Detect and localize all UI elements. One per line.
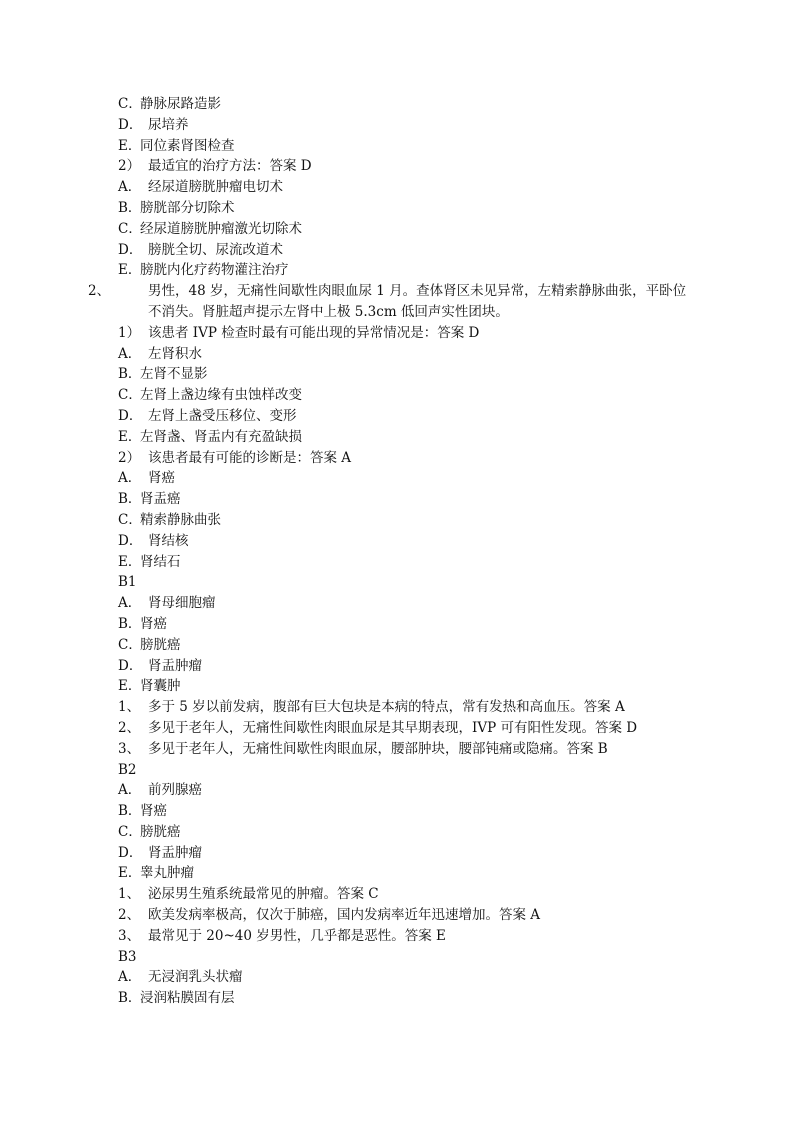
line-text: 多于 5 岁以前发病，腹部有巨大包块是本病的特点，常有发热和高血压。答案 A (148, 699, 625, 716)
line-text: 肾母细胞瘤 (148, 595, 216, 612)
line-label: A． (118, 179, 142, 196)
line-label: D． (118, 116, 143, 133)
line-text: 肾癌 (140, 803, 167, 820)
line-text: 精索静脉曲张 (140, 511, 221, 528)
option-line (118, 676, 698, 697)
line-label: B． (118, 615, 142, 632)
line-text: 经尿道膀胱肿瘤电切术 (148, 179, 283, 196)
question-line (118, 739, 698, 760)
line-label: A． (118, 470, 142, 487)
line-label: C． (118, 636, 142, 653)
option-line (118, 427, 698, 448)
option-line (118, 967, 698, 988)
line-text: 膀胱内化疗药物灌注治疗 (140, 262, 289, 279)
line-label: 2、 (88, 283, 111, 300)
line-label: A． (118, 595, 142, 612)
question-line (118, 884, 698, 905)
line-label: E． (118, 865, 142, 882)
line-text: B3 (118, 948, 137, 965)
line-label: B． (118, 199, 142, 216)
line-label: 1、 (118, 886, 141, 903)
line-label: C． (118, 387, 142, 404)
line-label: 1、 (118, 699, 141, 716)
line-label: A． (118, 969, 142, 986)
option-line (118, 593, 698, 614)
line-label: 1） (118, 324, 141, 341)
line-text: 肾结石 (140, 553, 181, 570)
line-text: B1 (118, 574, 137, 591)
line-text: 肾结核 (148, 532, 189, 549)
question-line (118, 448, 698, 469)
line-text: 多见于老年人，无痛性间歇性肉眼血尿是其早期表现，IVP 可有阳性发现。答案 D (148, 719, 638, 736)
line-label: A． (118, 345, 142, 362)
question-line (118, 905, 698, 926)
option-line (118, 240, 698, 261)
option-line (118, 94, 698, 115)
option-line (118, 406, 698, 427)
line-label: 2） (118, 449, 141, 466)
section-heading (118, 947, 698, 968)
question-line (118, 323, 698, 344)
option-line (118, 136, 698, 157)
line-label: B． (118, 990, 142, 1007)
line-text: 经尿道膀胱肿瘤激光切除术 (140, 220, 302, 237)
line-text: 睾丸肿瘤 (140, 865, 194, 882)
line-label: 3、 (118, 740, 141, 757)
line-label: D． (118, 532, 143, 549)
line-label: D． (118, 241, 143, 258)
question-line (118, 926, 698, 947)
line-text: 肾囊肿 (140, 678, 181, 695)
line-label: E． (118, 553, 142, 570)
option-line (118, 531, 698, 552)
line-text: 肾盂肿瘤 (148, 657, 202, 674)
line-text: 肾癌 (148, 470, 175, 487)
option-line (118, 489, 698, 510)
document-page (88, 94, 698, 1009)
line-label: B． (118, 366, 142, 383)
line-text: 欧美发病率极高，仅次于肺癌，国内发病率近年迅速增加。答案 A (148, 907, 541, 924)
line-text: 膀胱癌 (140, 636, 181, 653)
option-line (118, 801, 698, 822)
line-label: A． (118, 782, 142, 799)
option-line (118, 385, 698, 406)
line-text: 最适宜的治疗方法：答案 D (148, 158, 312, 175)
option-line (118, 635, 698, 656)
line-text: 尿培养 (148, 116, 189, 133)
line-text: 左肾不显影 (140, 366, 208, 383)
line-text: 前列腺癌 (148, 782, 202, 799)
line-text: 该患者 IVP 检查时最有可能出现的异常情况是：答案 D (148, 324, 480, 341)
line-label: B． (118, 491, 142, 508)
section-heading (118, 760, 698, 781)
line-text: 最常见于 20~40 岁男性，几乎都是恶性。答案 E (148, 927, 446, 944)
line-label: B． (118, 803, 142, 820)
option-line (118, 988, 698, 1009)
line-text: 肾癌 (140, 615, 167, 632)
option-line (118, 843, 698, 864)
option-line (118, 115, 698, 136)
line-text: 左肾上盏受压移位、变形 (148, 407, 297, 424)
option-line (118, 863, 698, 884)
line-label: E． (118, 428, 142, 445)
option-line (118, 364, 698, 385)
line-text: 该患者最有可能的诊断是：答案 A (148, 449, 352, 466)
question-line (118, 718, 698, 739)
question-line (118, 156, 698, 177)
option-line (118, 822, 698, 843)
line-label: 2、 (118, 719, 141, 736)
option-line (118, 552, 698, 573)
line-text: 同位素肾图检查 (140, 137, 235, 154)
line-text: 多见于老年人，无痛性间歇性肉眼血尿，腰部肿块，腰部钝痛或隐痛。答案 B (148, 740, 608, 757)
line-text: B2 (118, 761, 137, 778)
option-line (118, 260, 698, 281)
line-text: 膀胱癌 (140, 823, 181, 840)
line-text: 左肾积水 (148, 345, 202, 362)
line-label: 2、 (118, 907, 141, 924)
option-line (118, 510, 698, 531)
option-line (118, 614, 698, 635)
line-label: D． (118, 407, 143, 424)
line-label: C． (118, 823, 142, 840)
line-label: C． (118, 511, 142, 528)
line-text: 男性，48 岁，无痛性间歇性肉眼血尿 1 月。查体肾区未见异常，左精索静脉曲张，平卧位不消失。肾脏超声提示左肾中上极 5.3cm 低回声实性团块。 (148, 283, 687, 320)
option-line (118, 468, 698, 489)
line-text: 静脉尿路造影 (140, 96, 221, 112)
option-line (118, 198, 698, 219)
line-text: 左肾上盏边缘有虫蚀样改变 (140, 387, 302, 404)
option-line (118, 177, 698, 198)
line-label: D． (118, 657, 143, 674)
line-label: E． (118, 137, 142, 154)
line-text: 肾盂肿瘤 (148, 844, 202, 861)
line-text: 肾盂癌 (140, 491, 181, 508)
line-text: 无浸润乳头状瘤 (148, 969, 243, 986)
line-label: E． (118, 678, 142, 695)
line-label: E． (118, 262, 142, 279)
line-label: 2） (118, 158, 141, 175)
line-text: 膀胱全切、尿流改道术 (148, 241, 283, 258)
line-text: 泌尿男生殖系统最常见的肿瘤。答案 C (148, 886, 379, 903)
line-text: 浸润粘膜固有层 (140, 990, 235, 1007)
option-line (118, 656, 698, 677)
option-line (118, 344, 698, 365)
line-label: C． (118, 220, 142, 237)
section-heading (118, 572, 698, 593)
line-text: 膀胱部分切除术 (140, 199, 235, 216)
option-line (118, 780, 698, 801)
option-line (118, 219, 698, 240)
line-label: C． (118, 96, 142, 112)
question-line (88, 281, 698, 323)
line-label: D． (118, 844, 143, 861)
line-label: 3、 (118, 927, 141, 944)
line-text: 左肾盏、肾盂内有充盈缺损 (140, 428, 302, 445)
question-line (118, 697, 698, 718)
